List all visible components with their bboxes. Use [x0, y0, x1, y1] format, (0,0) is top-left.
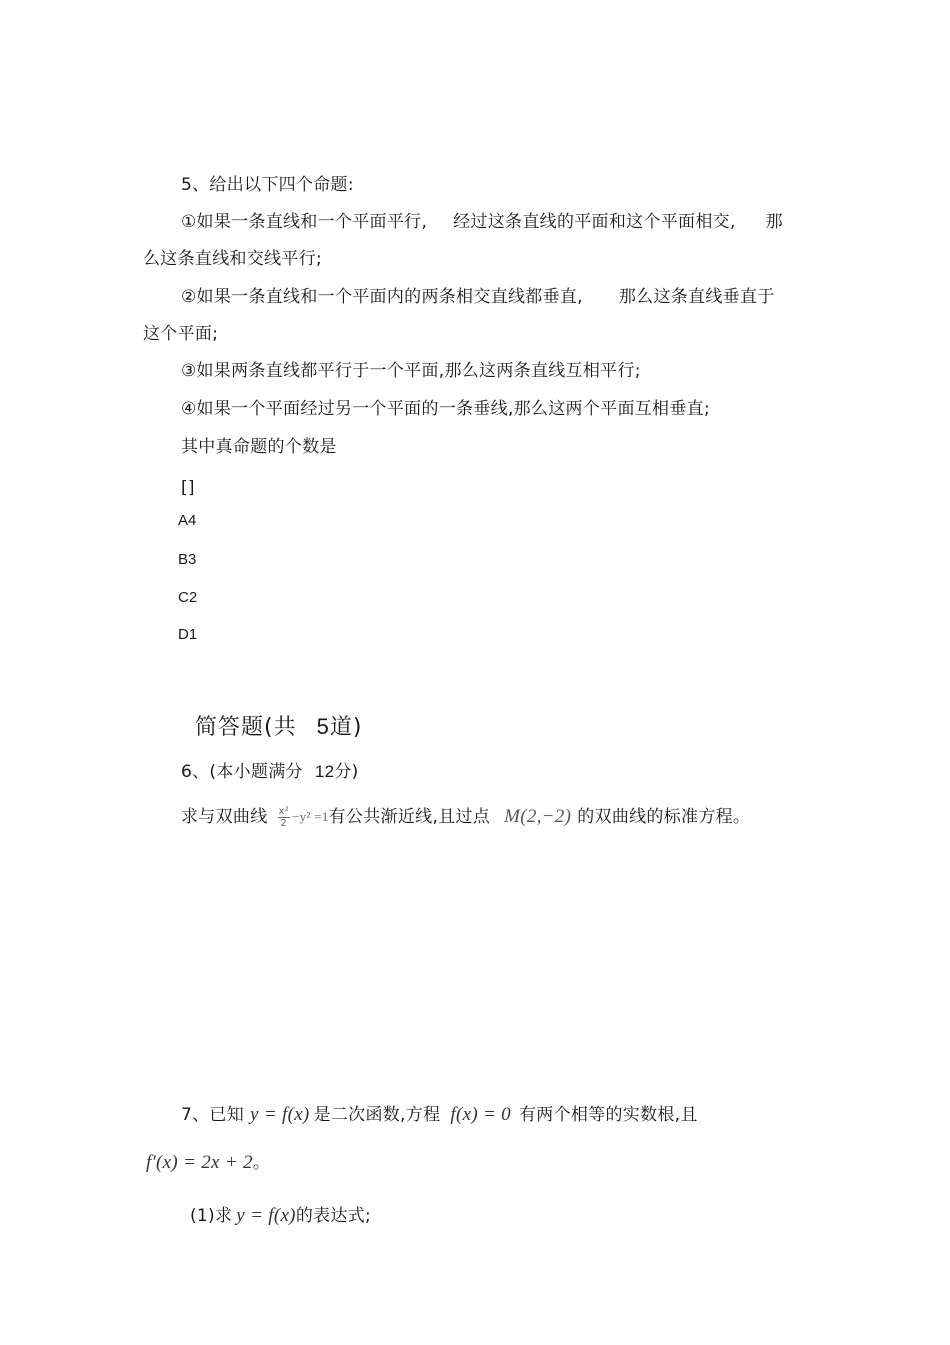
section-heading: [195, 713, 362, 742]
q6-score: 12: [314, 762, 335, 781]
q6-title: [181, 761, 359, 783]
q6-fraction-denominator: 2: [280, 817, 288, 829]
q5-proposition-4: ④如果一个平面经过另一个平面的一条垂线,那么这两个平面互相垂直;: [181, 399, 710, 419]
section-title: 简答题(共: [195, 715, 297, 740]
q7-text-d: 。: [252, 1153, 271, 1173]
q6-title-b: 分): [334, 762, 359, 782]
q5-proposition-3: ③如果两条直线都平行于一个平面,那么这两条直线互相平行;: [181, 361, 641, 381]
q7-text-a: 7、已知: [181, 1105, 245, 1125]
q5-proposition-2: [181, 286, 775, 308]
q5-option-b: B3: [178, 551, 197, 568]
q7-text-b: 是二次函数,方程: [313, 1105, 441, 1125]
q5-p1-part-a: ①如果一条直线和一个平面平行,: [181, 212, 428, 232]
q7-sub1-text-a: (1)求: [190, 1206, 233, 1226]
q6-text-b: 有公共渐近线,且过点: [328, 807, 491, 827]
q5-p1-part-b: 经过这条直线的平面和这个平面相交,: [453, 212, 736, 232]
q5-proposition-1: [181, 211, 783, 233]
q7-derivative-line: [146, 1150, 270, 1176]
q7-text-c: 有两个相等的实数根,且: [518, 1105, 698, 1125]
q6-point: M(2,−2): [504, 806, 572, 827]
q5-proposition-2-continued: 这个平面;: [143, 324, 219, 344]
q7-subquestion-1: [190, 1203, 371, 1229]
q6-hyperbola-rest: −y² =1: [292, 809, 329, 824]
q5-title: 5、给出以下四个命题:: [181, 175, 354, 195]
q7-function-y: y = f(x): [250, 1104, 310, 1125]
q5-option-a: A4: [178, 512, 197, 529]
q5-p1-part-c: 那: [765, 212, 783, 232]
q6-hyperbola-fraction: [278, 806, 291, 829]
q7-equation: f(x) = 0: [450, 1104, 511, 1125]
q6-fraction-numerator: x²: [278, 805, 290, 817]
q5-option-c: C2: [178, 589, 198, 606]
section-unit: 道): [329, 715, 363, 740]
q6-title-a: 6、(本小题满分: [181, 762, 303, 782]
q5-question: 其中真命题的个数是: [181, 437, 337, 457]
q5-p2-part-a: ②如果一条直线和一个平面内的两条相交直线都垂直,: [181, 287, 583, 307]
q6-problem: [181, 803, 750, 831]
q7-problem: [181, 1102, 698, 1128]
q6-text-c: 的双曲线的标准方程。: [577, 807, 751, 827]
q5-answer-bracket: []: [181, 478, 195, 498]
q7-derivative: f′(x) = 2x + 2: [146, 1152, 253, 1173]
q6-text-a: 求与双曲线: [181, 807, 268, 827]
section-count: 5: [316, 714, 330, 739]
q7-sub1-function: y = f(x): [236, 1205, 296, 1226]
q5-proposition-1-continued: 么这条直线和交线平行;: [143, 249, 323, 269]
q5-option-d: D1: [178, 626, 198, 643]
q5-p2-part-b: 那么这条直线垂直于: [618, 287, 775, 307]
q7-sub1-text-b: 的表达式;: [295, 1206, 372, 1226]
